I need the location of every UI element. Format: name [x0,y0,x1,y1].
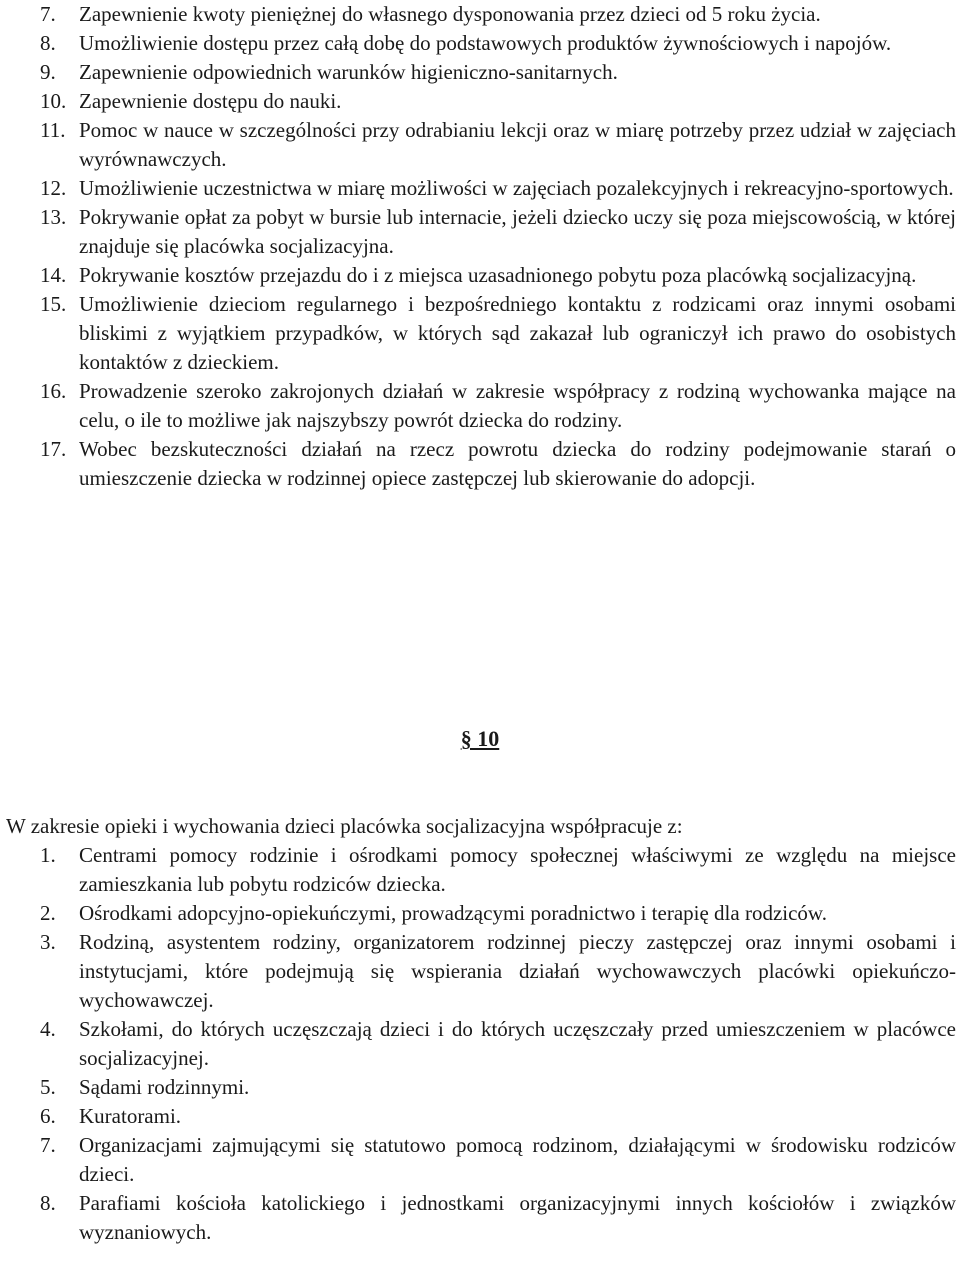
item-number: 7. [40,1133,56,1157]
item-number: 15. [40,292,67,316]
section-intro: W zakresie opieki i wychowania dzieci placówka socjalizacyjna współpracuje z: [6,814,683,838]
list-item [0,435,960,493]
list-item [0,261,960,290]
item-text: Zapewnienie odpowiednich warunków higieniczno-sanitarnych. [79,60,618,84]
item-text: Zapewnienie kwoty pieniężnej do własnego dysponowania przez dzieci od 5 roku życia. [79,2,821,26]
item-number: 10. [40,89,67,113]
item-text: Szkołami, do których uczęszczają dzieci i do których uczęszczały przed umieszczeniem w placówce socjalizacyjnej. [79,1017,956,1070]
list-item [0,1102,960,1131]
item-number: 7. [40,2,56,26]
section-heading [0,724,960,754]
item-text: Ośrodkami adopcyjno-opiekuńczymi, prowadzącymi poradnictwo i terapię dla rodziców. [79,901,827,925]
item-number: 16. [40,379,67,403]
list-item [0,1015,960,1073]
item-number: 3. [40,930,56,954]
item-number: 13. [40,205,67,229]
list-item [0,377,960,435]
list-item [0,841,960,899]
list-item [0,174,960,203]
item-number: 5. [40,1075,56,1099]
item-number: 14. [40,263,67,287]
item-number: 6. [40,1104,56,1128]
list-item [0,29,960,58]
item-number: 11. [40,118,66,142]
item-text: Umożliwienie dzieciom regularnego i bezpośredniego kontaktu z rodzicami oraz innymi osobami bliskimi z wyjątkiem przypadków, w których sąd zakazał lub ograniczył ich prawo do osobistych kontaktów z dzieckiem. [79,292,956,374]
item-text: Pokrywanie kosztów przejazdu do i z miejsca uzasadnionego pobytu poza placówką socjalizacyjną. [79,263,917,287]
item-text: Rodziną, asystentem rodziny, organizatorem rodzinnej pieczy zastępczej oraz innymi osobami i instytucjami, które podejmują się wspierania działań wychowawczych placówki opiekuńczo-wychowawczej. [79,930,956,1012]
item-number: 9. [40,60,56,84]
item-number: 17. [40,437,67,461]
list-item [0,899,960,928]
numbered-list-continued [0,0,960,493]
item-text: Parafiami kościoła katolickiego i jednostkami organizacyjnymi innych kościołów i związków wyznaniowych. [79,1191,956,1244]
list-item [0,203,960,261]
item-text: Organizacjami zajmującymi się statutowo pomocą rodzinom, działającymi w środowisku rodziców dzieci. [79,1133,956,1186]
item-text: Umożliwienie uczestnictwa w miarę możliwości w zajęciach pozalekcyjnych i rekreacyjno-sportowych. [79,176,954,200]
list-item [0,928,960,1015]
list-item [0,58,960,87]
item-number: 2. [40,901,56,925]
list-item [0,116,960,174]
list-item [0,1189,960,1247]
item-text: Umożliwienie dostępu przez całą dobę do podstawowych produktów żywnościowych i napojów. [79,31,892,55]
item-number: 8. [40,1191,56,1215]
list-item [0,1131,960,1189]
section-number: § 10 [460,726,500,751]
list-item [0,1073,960,1102]
list-item [0,87,960,116]
item-number: 4. [40,1017,56,1041]
item-text: Prowadzenie szeroko zakrojonych działań w zakresie współpracy z rodziną wychowanka mające na celu, o ile to możliwe jak najszybszy powrót dziecka do rodziny. [79,379,956,432]
item-text: Centrami pomocy rodzinie i ośrodkami pomocy społecznej właściwymi ze względu na miejsce zamieszkania lub pobytu rodziców dziecka. [79,843,956,896]
numbered-list-section [0,841,960,1247]
list-item [0,290,960,377]
item-text: Kuratorami. [79,1104,182,1128]
item-text: Zapewnienie dostępu do nauki. [79,89,342,113]
item-number: 1. [40,843,56,867]
item-number: 12. [40,176,67,200]
item-text: Pomoc w nauce w szczególności przy odrabianiu lekcji oraz w miarę potrzeby przez udział w zajęciach wyrównawczych. [79,118,956,171]
item-text: Pokrywanie opłat za pobyt w bursie lub internacie, jeżeli dziecko uczy się poza miejscowością, w której znajduje się placówka socjalizacyjna. [79,205,956,258]
item-text: Wobec bezskuteczności działań na rzecz powrotu dziecka do rodziny podejmowanie starań o umieszczenie dziecka w rodzinnej opiece zastępczej lub skierowanie do adopcji. [79,437,956,490]
item-text: Sądami rodzinnymi. [79,1075,250,1099]
item-number: 8. [40,31,56,55]
list-item [0,0,960,29]
